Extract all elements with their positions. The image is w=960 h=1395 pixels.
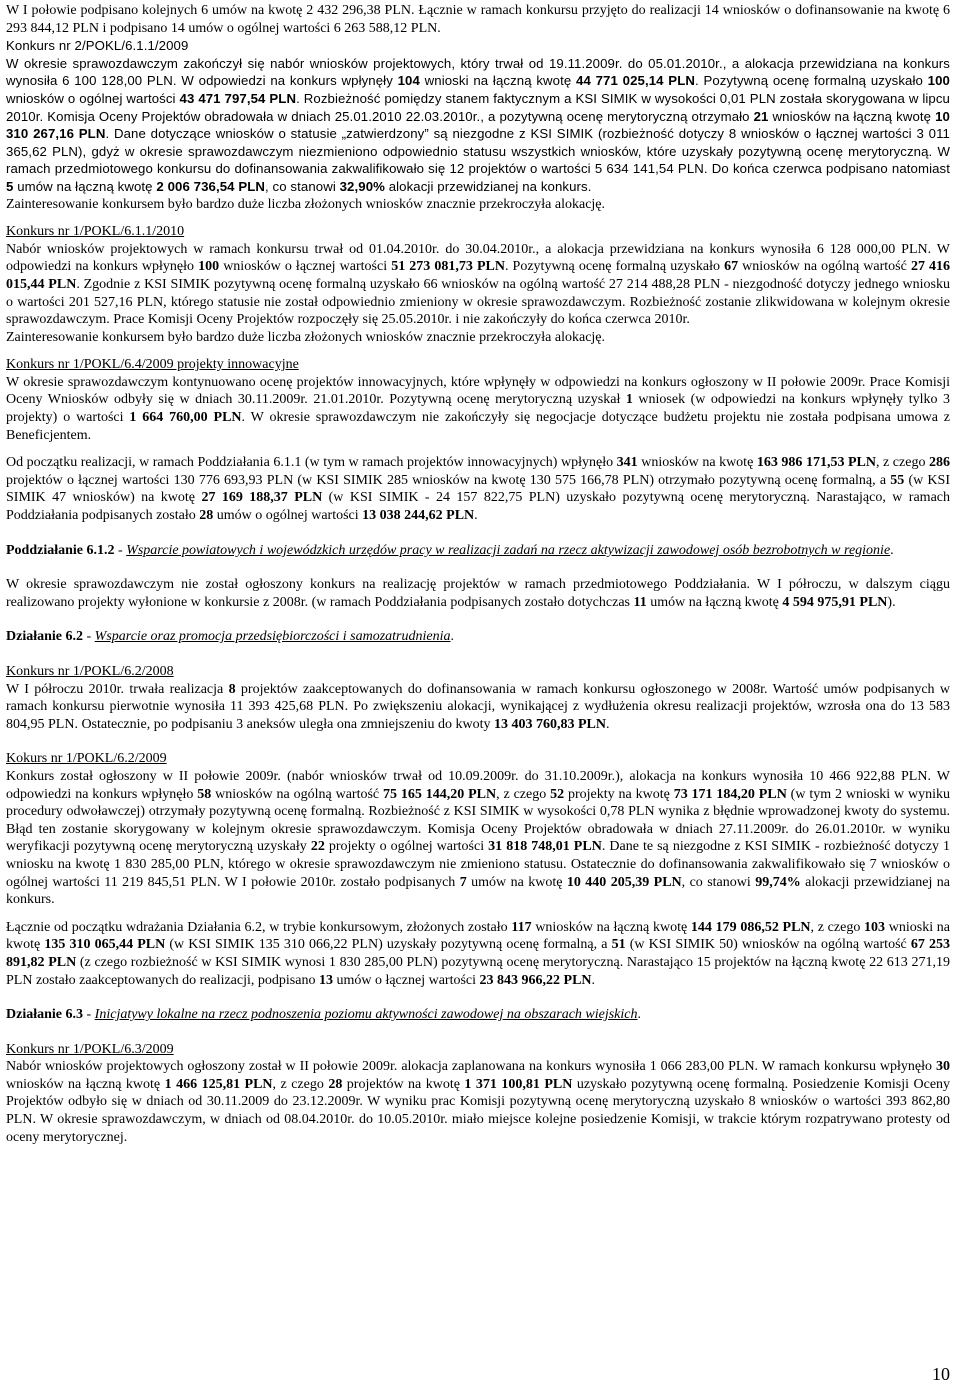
paragraph-summary-6-2: Łącznie od początku wdrażania Działania 6.2, w trybie konkursowym, złożonych zostało 117 wniosków na łączną kwotę 144 179 086,52 PLN, z czego 103 wnioski na kwotę 135 310 065,44 PLN (w KSI SIMIK 135 310 066,22 PLN) uzyskały pozytywną ocenę formalną, a 51 (w KSI SIMIK 50) wniosków na ogólną wartość 67 253 891,82 PLN (z czego rozbieżność w KSI SIMIK wynosi 1 830 285,00 PLN) pozytywną ocenę merytoryczną. Narastająco 15 projektów na łączną kwotę 22 613 271,19 PLN zostało zaakceptowanych do realizacji, podpisano 13 umów o łącznej wartości 23 843 966,22 PLN. <box>6 919 951 988</box>
heading-kokurs-1-6-2-2009: Kokurs nr 1/POKL/6.2/2009 <box>6 751 167 767</box>
heading-konkurs-2-6-1-1-2009: Konkurs nr 2/POKL/6.1.1/2009 <box>6 38 189 54</box>
page-number: 10 <box>932 1364 950 1384</box>
paragraph-interest-note: Zainteresowanie konkursem było bardzo duże liczba złożonych wniosków znacznie przekroczyła alokację. <box>6 196 606 212</box>
paragraph-interest-note-2: Zainteresowanie konkursem było bardzo duże liczba złożonych wniosków znacznie przekroczyła alokację. <box>6 329 606 345</box>
heading-poddzialanie-6-1-2: Poddziałanie 6.1.2 - Wsparcie powiatowych i wojewódzkich urzędów pracy w realizacji zadań na rzecz aktywizacji zawodowej osób bezrobotnych w regionie. <box>6 542 894 558</box>
paragraph-konkurs-1-6-1-1-2010: Nabór wniosków projektowych w ramach konkursu trwał od 01.04.2010r. do 30.04.2010r., a alokacja przewidziana na konkurs wynosiła 6 128 000,00 PLN. W odpowiedzi na konkurs wpłynęło 100 wniosków o łącznej wartości 51 273 081,73 PLN. Pozytywną ocenę formalną uzyskało 67 wniosków na ogólną wartość 27 416 015,44 PLN. Zgodnie z KSI SIMIK pozytywną ocenę formalną uzyskało 66 wniosków na ogólną wartość 27 214 488,28 PLN - niezgodność dotyczy jednego wniosku o wartości 201 527,16 PLN, którego statusie nie został odpowiednio zmieniony w okresie sprawozdawczym. Rozbieżność zostanie zlikwidowana w kolejnym okresie sprawozdawczym. Prace Komisji Oceny Projektów rozpoczęły się 25.05.2010r. i nie zakończyły do końca czerwca 2010r. <box>6 241 951 328</box>
document-page <box>6 2 950 1146</box>
paragraph-konkurs-2-6-1-1-2009: W okresie sprawozdawczym zakończył się nabór wniosków projektowych, który trwał od 19.11.2009r. do 05.01.2010r., a alokacja przewidziana na konkurs wynosiła 6 100 128,00 PLN. W odpowiedzi na konkurs wpłynęły 104 wnioski na łączną kwotę 44 771 025,14 PLN. Pozytywną ocenę formalną uzyskało 100 wniosków o ogólnej wartości 43 471 797,54 PLN. Rozbieżność pomiędzy stanem faktycznym a KSI SIMIK w wysokości 0,01 PLN została skorygowana w lipcu 2010r. Komisja Oceny Projektów obradowała w dniach 25.01.2010 22.03.2010r., a pozytywną ocenę merytoryczną otrzymało 21 wniosków na łączną kwotę 10 310 267,16 PLN. Dane dotyczące wniosków o statusie „zatwierdzony” są niezgodne z KSI SIMIK (rozbieżność dotyczy 8 wniosków o łącznej wartości 3 011 365,62 PLN), gdyż w okresie sprawozdawczym niezmieniono odpowiednio statusu wszystkich wniosków, które uzyskały pozytywną ocenę merytoryczną. W ramach przedmiotowego konkursu do dofinansowania zakwalifikowało się 12 projektów o wartości 5 634 141,54 PLN. Do końca czerwca podpisano natomiast 5 umów na łączną kwotę 2 006 736,54 PLN, co stanowi 32,90% alokacji przewidzianej na konkurs. <box>6 55 950 194</box>
paragraph-summary-6-1-1: Od początku realizacji, w ramach Poddziałania 6.1.1 (w tym w ramach projektów innowacyjnych) wpłynęło 341 wniosków na kwotę 163 986 171,53 PLN, z czego 286 projektów o łącznej wartości 130 776 693,93 PLN (w KSI SIMIK 285 wniosków na kwotę 130 575 166,78 PLN) otrzymało pozytywną ocenę formalną, a 55 (w KSI SIMIK 47 wniosków) na kwotę 27 169 188,37 PLN (w KSI SIMIK - 24 157 822,75 PLN) uzyskało pozytywną ocenę merytoryczną. Narastająco, w ramach Poddziałania podpisanych zostało 28 umów o ogólnej wartości 13 038 244,62 PLN. <box>6 455 951 524</box>
paragraph-summary-6-1-1-2008: W I połowie podpisano kolejnych 6 umów na kwotę 2 432 296,38 PLN. Łącznie w ramach konkursu przyjęto do realizacji 14 wniosków o dofinansowanie na kwotę 6 293 844,12 PLN i podpisano 14 umów o ogólnej wartości 6 263 588,12 PLN. <box>6 3 950 36</box>
heading-konkurs-1-6-1-1-2010: Konkurs nr 1/POKL/6.1.1/2010 <box>6 224 185 240</box>
paragraph-konkurs-1-6-3-2009: Nabór wniosków projektowych ogłoszony został w II połowie 2009r. alokacja zaplanowana na konkurs wynosiła 1 066 283,00 PLN. W ramach konkursu wpłynęło 30 wniosków na łączną kwotę 1 466 125,81 PLN, z czego 28 projektów na kwotę 1 371 100,81 PLN uzyskało pozytywną ocenę formalną. Posiedzenie Komisji Oceny Projektów odbyło się w dniach od 30.11.2009 do 23.12.2009r. W wyniku prac Komisji pozytywną ocenę merytoryczną uzyskało 8 wniosków o wartości 393 862,80 PLN. W okresie sprawozdawczym, w dniach od 08.04.2010r. do 10.05.2010r. miało miejsce kolejne posiedzenie Komisji, w trakcie którym rozpatrywano protesty od oceny merytorycznej. <box>6 1059 951 1145</box>
heading-dzialanie-6-3: Działanie 6.3 - Inicjatywy lokalne na rzecz podnoszenia poziomu aktywności zawodowej na obszarach wiejskich. <box>6 1007 641 1023</box>
heading-konkurs-1-6-3-2009: Konkurs nr 1/POKL/6.3/2009 <box>6 1041 174 1057</box>
heading-dzialanie-6-2: Działanie 6.2 - Wsparcie oraz promocja przedsiębiorczości i samozatrudnienia. <box>6 629 454 645</box>
heading-konkurs-1-6-2-2008: Konkurs nr 1/POKL/6.2/2008 <box>6 664 174 679</box>
paragraph-poddzialanie-6-1-2: W okresie sprawozdawczym nie został ogłoszony konkurs na realizację projektów w ramach przedmiotowego Poddziałania. W I półroczu, w dalszym ciągu realizowano projekty wyłonione w konkursie z 2008r. (w ramach Poddziałania podpisanych zostało dotychczas 11 umów na łączną kwotę 4 594 975,91 PLN). <box>6 577 950 610</box>
paragraph-konkurs-1-6-4-2009: W okresie sprawozdawczym kontynuowano ocenę projektów innowacyjnych, które wpłynęły w odpowiedzi na konkurs ogłoszony w II połowie 2009r. Prace Komisji Oceny Wniosków odbyły się w dniach 30.11.2009r. 21.01.2010r. Pozytywną ocenę merytoryczną uzyskał 1 wniosek (w odpowiedzi na konkurs wpłynęły tylko 3 projekty) o wartości 1 664 760,00 PLN. W okresie sprawozdawczym nie zakończyły się negocjacje dotyczące budżetu projektu nie została podpisana umowa z Beneficjentem. <box>6 374 950 443</box>
paragraph-konkurs-1-6-2-2009: Konkurs został ogłoszony w II połowie 2009r. (nabór wniosków trwał od 10.09.2009r. do 31.10.2009r.), alokacja na konkurs wynosiła 10 466 922,88 PLN. W odpowiedzi na konkurs wpłynęło 58 wniosków na ogólną wartość 75 165 144,20 PLN, z czego 52 projekty na kwotę 73 171 184,20 PLN (w tym 2 wnioski w wyniku procedury odwoławczej) otrzymały pozytywną ocenę formalną. Rozbieżność z KSI SIMIK w wysokości 0,78 PLN wynika z błędnie wprowadzonej kwoty do systemu. Błąd ten zostanie skorygowany w kolejnym okresie sprawozdawczym. Komisja Oceny Projektów obradowała w dniach 27.11.2009r. do 26.01.2010r. w wyniku weryfikacji pozytywną ocenę merytoryczną uzyskały 22 projekty o ogólnej wartości 31 818 748,01 PLN. Dane te są niezgodne z KSI SIMIK - rozbieżność dotyczy 1 wniosku na kwotę 1 830 285,00 PLN, którego w okresie sprawozdawczym nie zmieniono statusu. Ostatecznie do dofinansowania zakwalifikowało się 7 wniosków o ogólnej wartości 11 219 845,51 PLN. W I połowie 2010r. zostało podpisanych 7 umów na kwotę 10 440 205,39 PLN, co stanowi 99,74% alokacji przewidzianej na konkurs. <box>6 768 951 908</box>
paragraph-konkurs-1-6-2-2008: W I półroczu 2010r. trwała realizacja 8 projektów zaakceptowanych do dofinansowania w ramach konkursu ogłoszonego w 2008r. Wartość umów podpisanych w ramach konkursu pierwotnie wynosiła 11 393 425,68 PLN. Po zwiększeniu alokacji, wynikającej z wydłużenia okresu realizacji projektów, wzrosła ona do 13 583 804,95 PLN. Ostatecznie, po podpisaniu 3 aneksów uległa ona zmniejszeniu do kwoty 13 403 760,83 PLN. <box>6 681 950 732</box>
heading-konkurs-1-6-4-2009: Konkurs nr 1/POKL/6.4/2009 projekty innowacyjne <box>6 357 299 373</box>
